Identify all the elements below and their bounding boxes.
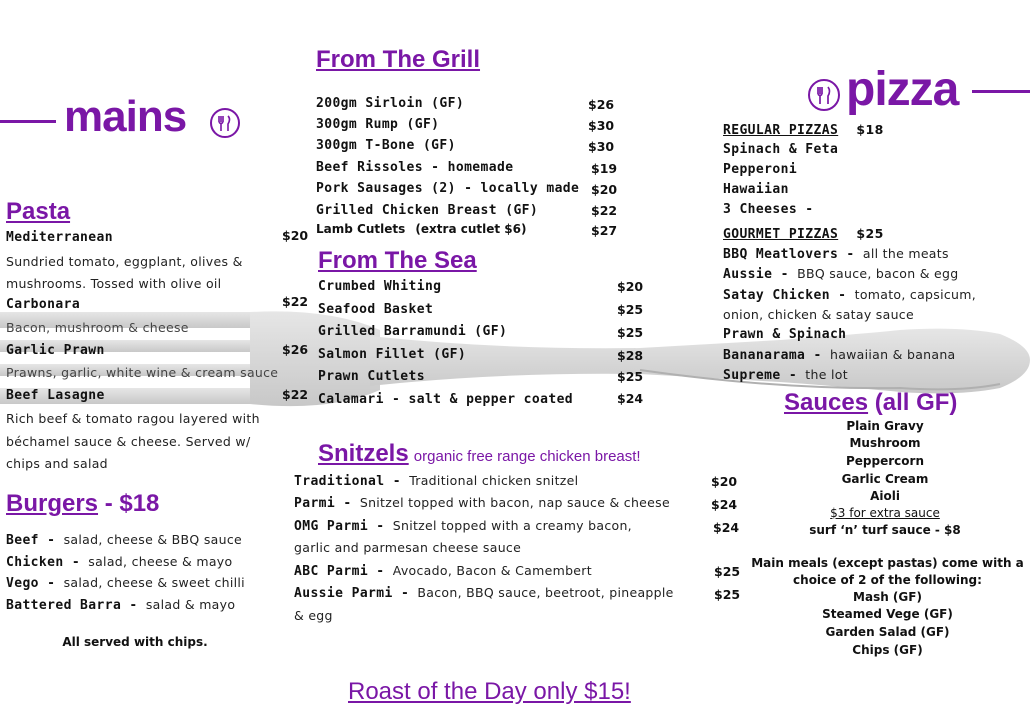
burgers-heading-row xyxy=(6,490,159,518)
pasta-item-name: Mediterranean xyxy=(6,230,113,245)
pizza-item-name: Satay Chicken - xyxy=(723,288,847,303)
sauce-item: Garlic Cream xyxy=(841,472,929,486)
pizza-item: Pepperoni xyxy=(723,162,798,177)
sea-item-price: $25 xyxy=(617,302,644,317)
pizza-item-desc: the lot xyxy=(805,367,848,382)
grill-item-name: 300gm Rump (GF) xyxy=(316,117,440,132)
pizza-item-name: Prawn & Spinach xyxy=(723,327,847,342)
snitzel-item-price: $20 xyxy=(711,474,738,489)
cutlery-icon xyxy=(808,79,840,111)
snitzel-item-desc: Avocado, Bacon & Camembert xyxy=(392,563,592,578)
snitzel-item xyxy=(294,585,674,601)
pasta-item-desc: Bacon, mushroom & cheese xyxy=(6,320,189,335)
grill-item-price: $30 xyxy=(588,118,615,133)
pasta-item-price: $20 xyxy=(282,228,309,243)
grill-item-name: 300gm T-Bone (GF) xyxy=(316,138,456,153)
sauce-item: Plain Gravy xyxy=(846,419,924,433)
mains-title: mains xyxy=(64,92,187,141)
snitzel-item-desc: Snitzel topped with bacon, nap sauce & cheese xyxy=(359,495,670,510)
grill-item-price: $20 xyxy=(591,182,618,197)
pasta-item-name: Beef Lasagne xyxy=(6,388,105,403)
pizza-item-name: BBQ Meatlovers - xyxy=(723,247,855,262)
pizza-item: Spinach & Feta xyxy=(723,142,839,157)
sea-item-price: $25 xyxy=(617,369,644,384)
pasta-item-price: $26 xyxy=(282,342,309,357)
burger-item xyxy=(6,575,245,591)
snitzels-heading: Snitzels xyxy=(318,440,409,467)
sea-item-name: Calamari - salt & pepper coated xyxy=(318,392,574,407)
snitzel-item-desc: Snitzel topped with a creamy bacon, xyxy=(392,518,632,533)
pasta-item-price: $22 xyxy=(282,387,309,402)
snitzel-item-price: $24 xyxy=(711,497,738,512)
snitzel-item-name: OMG Parmi - xyxy=(294,519,385,534)
sea-item-name: Crumbed Whiting xyxy=(318,279,442,294)
sea-item-name: Grilled Barramundi (GF) xyxy=(318,324,508,339)
burgers-price: - $18 xyxy=(104,490,160,517)
pasta-item-desc: Prawns, garlic, white wine & cream sauce xyxy=(6,365,279,380)
pizza-item: Hawaiian xyxy=(723,182,789,197)
snitzel-item-price: $25 xyxy=(714,564,741,579)
burger-item-name: Battered Barra - xyxy=(6,598,138,613)
pizza-item-name: Bananarama - xyxy=(723,348,822,363)
snitzel-item-name: ABC Parmi - xyxy=(294,564,385,579)
pizza-item-name: Supreme - xyxy=(723,368,798,383)
sauce-item: Aioli xyxy=(870,489,900,503)
surf-turf-sauce: surf ‘n’ turf sauce - $8 xyxy=(809,523,961,537)
snitzel-item xyxy=(294,495,670,511)
grill-item-price: $27 xyxy=(591,223,618,238)
snitzel-item-name: Aussie Parmi - xyxy=(294,586,410,601)
sides-intro: choice of 2 of the following: xyxy=(793,573,982,587)
burger-item-name: Chicken - xyxy=(6,555,81,570)
grill-item-name: Grilled Chicken Breast (GF) xyxy=(316,203,539,218)
gourmet-pizzas-price: $25 xyxy=(856,226,884,241)
pasta-heading: Pasta xyxy=(6,198,71,225)
grill-item-price: $26 xyxy=(588,97,615,112)
pizza-item xyxy=(723,347,956,363)
burger-item xyxy=(6,554,232,570)
burger-item-desc: salad, cheese & mayo xyxy=(88,554,233,569)
burger-item-desc: salad, cheese & BBQ sauce xyxy=(63,532,242,547)
grill-item-name: Lamb Cutlets xyxy=(316,222,406,236)
grill-item-lamb xyxy=(316,222,526,236)
sea-item-name: Salmon Fillet (GF) xyxy=(318,347,467,362)
side-item: Garden Salad (GF) xyxy=(825,625,950,639)
pasta-item-name: Garlic Prawn xyxy=(6,343,105,358)
sea-item-name: Seafood Basket xyxy=(318,302,434,317)
burgers-note: All served with chips. xyxy=(62,635,208,649)
grill-item-name: Beef Rissoles - homemade xyxy=(316,160,514,175)
grill-item-name: Pork Sausages (2) - locally made xyxy=(316,181,580,196)
grill-item-name: 200gm Sirloin (GF) xyxy=(316,96,465,111)
gourmet-pizzas-row xyxy=(723,226,884,242)
sea-item-price: $20 xyxy=(617,279,644,294)
pizza-item xyxy=(723,287,976,303)
snitzel-item-name: Parmi - xyxy=(294,496,352,511)
burger-item-name: Beef - xyxy=(6,533,56,548)
grill-item-price: $19 xyxy=(591,161,618,176)
pizza-right-rule xyxy=(972,90,1030,93)
extra-sauce-note: $3 for extra sauce xyxy=(830,506,940,520)
sauces-heading: Sauces xyxy=(784,389,869,416)
burger-item-name: Vego - xyxy=(6,576,56,591)
sauce-item: Peppercorn xyxy=(846,454,924,468)
grill-item-price: $30 xyxy=(588,139,615,154)
snitzel-item-price: $25 xyxy=(714,587,741,602)
side-item: Steamed Vege (GF) xyxy=(822,607,953,621)
sauces-heading-suffix: (all GF) xyxy=(874,389,958,416)
burger-item xyxy=(6,597,235,613)
pizza-item xyxy=(723,246,949,262)
mains-left-rule xyxy=(0,120,56,123)
side-item: Mash (GF) xyxy=(853,590,922,604)
pasta-item-price: $22 xyxy=(282,294,309,309)
regular-pizzas-row xyxy=(723,122,884,138)
sides-intro: Main meals (except pastas) come with a xyxy=(751,556,1024,570)
burger-item-desc: salad & mayo xyxy=(145,597,236,612)
sauce-item: Mushroom xyxy=(849,436,921,450)
sauces-heading-row xyxy=(784,389,957,417)
snitzel-item xyxy=(294,473,578,489)
regular-pizzas-price: $18 xyxy=(856,122,884,137)
pasta-item-desc: Rich beef & tomato ragou layered with béchamel sauce & cheese. Served w/ chips and salad xyxy=(6,411,260,471)
sea-heading: From The Sea xyxy=(318,247,477,274)
snitzel-item-desc: & egg xyxy=(294,608,333,623)
pasta-item-desc: Sundried tomato, eggplant, olives & mushrooms. Tossed with olive oil xyxy=(6,254,243,291)
pizza-item-desc: hawaiian & banana xyxy=(829,347,956,362)
snitzel-item-desc: Traditional chicken snitzel xyxy=(409,473,579,488)
burger-item xyxy=(6,532,242,548)
grill-item-price: $22 xyxy=(591,203,618,218)
grill-item-extra: (extra cutlet $6) xyxy=(415,222,527,236)
snitzel-item-desc: garlic and parmesan cheese sauce xyxy=(294,540,522,555)
pizza-item-desc: BBQ sauce, bacon & egg xyxy=(797,266,959,281)
pizza-title: pizza xyxy=(846,63,959,116)
sea-item-price: $28 xyxy=(617,348,644,363)
sea-item-price: $24 xyxy=(617,391,644,406)
pizza-item-name: Aussie - xyxy=(723,267,789,282)
sea-item-name: Prawn Cutlets xyxy=(318,369,425,384)
pizza-item-desc: tomato, capsicum, xyxy=(854,287,977,302)
pizza-item: 3 Cheeses - xyxy=(723,202,814,217)
side-item: Chips (GF) xyxy=(852,643,923,657)
pizza-item xyxy=(723,367,848,383)
snitzel-item xyxy=(294,518,632,534)
pizza-item-desc: all the meats xyxy=(862,246,949,261)
snitzel-item xyxy=(294,563,592,579)
snitzels-subheading: organic free range chicken breast! xyxy=(413,448,641,465)
pasta-item-name: Carbonara xyxy=(6,297,81,312)
sea-item-price: $25 xyxy=(617,325,644,340)
gourmet-pizzas-label: GOURMET PIZZAS xyxy=(723,227,839,242)
regular-pizzas-label: REGULAR PIZZAS xyxy=(723,123,839,138)
snitzel-item-name: Traditional - xyxy=(294,474,401,489)
cutlery-icon xyxy=(210,108,240,138)
snitzel-item-desc: Bacon, BBQ sauce, beetroot, pineapple xyxy=(417,585,674,600)
burger-item-desc: salad, cheese & sweet chilli xyxy=(63,575,245,590)
snitzels-heading-row xyxy=(318,440,641,468)
pizza-item xyxy=(723,266,959,282)
snitzel-item-price: $24 xyxy=(713,520,740,535)
burgers-heading: Burgers xyxy=(6,490,99,517)
pizza-item-desc: onion, chicken & satay sauce xyxy=(723,307,914,322)
roast-of-the-day: Roast of the Day only $15! xyxy=(348,678,631,705)
grill-heading: From The Grill xyxy=(316,46,481,73)
